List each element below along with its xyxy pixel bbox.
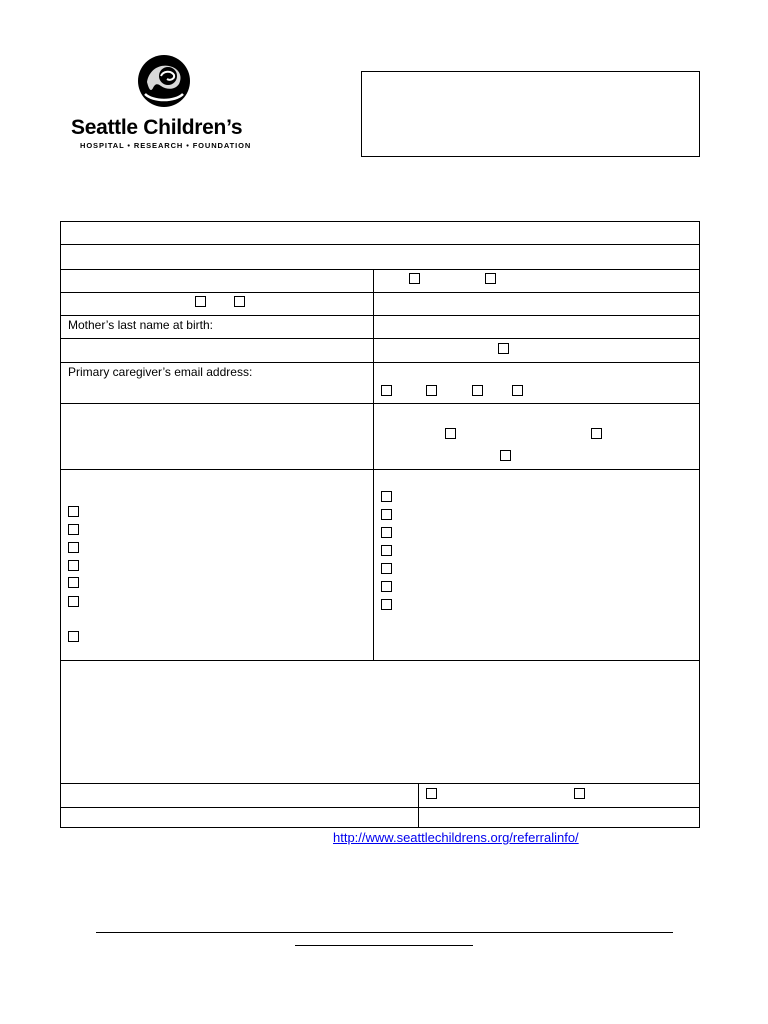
- checkbox[interactable]: [472, 385, 483, 396]
- referral-form-table: [60, 221, 700, 828]
- checkbox[interactable]: [381, 527, 392, 538]
- checkbox[interactable]: [195, 296, 206, 307]
- checkbox[interactable]: [381, 581, 392, 592]
- checkbox[interactable]: [574, 788, 585, 799]
- checkbox[interactable]: [68, 560, 79, 571]
- checkbox[interactable]: [409, 273, 420, 284]
- checkbox[interactable]: [234, 296, 245, 307]
- logo-emblem: [137, 54, 191, 108]
- checkbox[interactable]: [68, 631, 79, 642]
- logo-subtitle: HOSPITAL • RESEARCH • FOUNDATION: [80, 141, 252, 150]
- checkbox[interactable]: [68, 506, 79, 517]
- checkbox[interactable]: [68, 596, 79, 607]
- checkbox[interactable]: [68, 524, 79, 535]
- checkbox[interactable]: [381, 563, 392, 574]
- checkbox[interactable]: [381, 509, 392, 520]
- date-line: [295, 945, 473, 946]
- checkbox[interactable]: [485, 273, 496, 284]
- checkbox[interactable]: [381, 545, 392, 556]
- checkbox[interactable]: [500, 450, 511, 461]
- checkbox[interactable]: [512, 385, 523, 396]
- signature-line: [96, 932, 673, 933]
- referral-info-link[interactable]: http://www.seattlechildrens.org/referralinfo/: [333, 830, 579, 845]
- logo-name: Seattle Children’s: [71, 116, 243, 139]
- checkbox[interactable]: [426, 788, 437, 799]
- header-info-box: [361, 71, 700, 157]
- caregiver-email-label: Primary caregiver’s email address:: [68, 365, 253, 379]
- mothers-last-name-label: Mother’s last name at birth:: [68, 318, 213, 332]
- checkbox[interactable]: [381, 385, 392, 396]
- checkbox[interactable]: [68, 542, 79, 553]
- checkbox[interactable]: [381, 491, 392, 502]
- checkbox[interactable]: [498, 343, 509, 354]
- checkbox[interactable]: [381, 599, 392, 610]
- checkbox[interactable]: [68, 577, 79, 588]
- checkbox[interactable]: [591, 428, 602, 439]
- checkbox[interactable]: [445, 428, 456, 439]
- checkbox[interactable]: [426, 385, 437, 396]
